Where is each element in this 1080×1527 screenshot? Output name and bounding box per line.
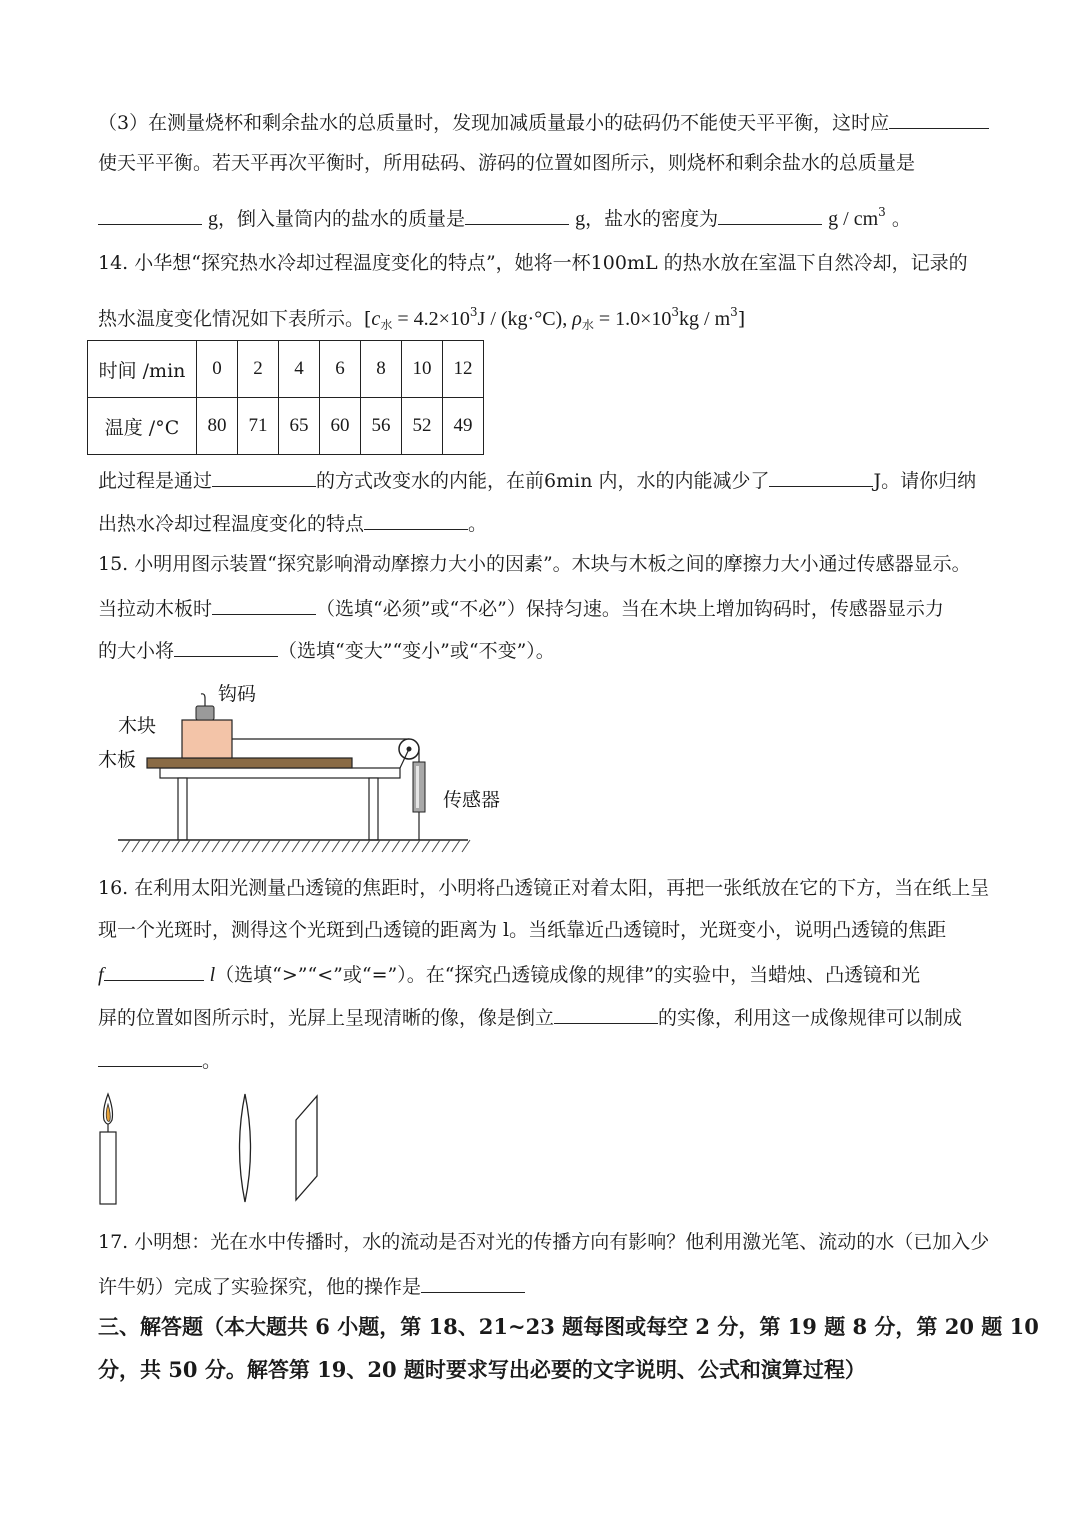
- table-cell: 0: [197, 341, 238, 398]
- table-leg: [369, 778, 378, 840]
- friction-apparatus-figure: [98, 676, 501, 856]
- table-cell: 12: [443, 341, 484, 398]
- ground-hatch: [122, 840, 470, 852]
- q15-blank-change[interactable]: [174, 636, 278, 657]
- q16-text: （选填“>”“<”或“=”）。在“探究凸透镜成像的规律”的实验中，当蜡烛、凸透镜和光: [215, 964, 921, 986]
- unit-density: g / cm: [828, 208, 879, 230]
- wooden-block: [182, 720, 232, 758]
- label-hook-weight: 钩码: [218, 683, 257, 705]
- q15-line3: [98, 636, 555, 663]
- q14-text: 的方式改变水的内能，在前6min 内，水的内能减少了: [316, 470, 770, 492]
- q16-text: 现一个光斑时，测得这个光斑到凸透镜的距离为 l。当纸靠近凸透镜时，光斑变小，说明凸透镜的焦距: [98, 919, 947, 941]
- label-board: 木板: [98, 749, 137, 771]
- row-label: 温度 /°C: [88, 398, 197, 455]
- lens-setup-figure: [92, 1090, 332, 1210]
- table-cell: 60: [320, 398, 361, 455]
- q13-text: （3）在测量烧杯和剩余盐水的总质量时，发现加减质量最小的砝码仍不能使天平平衡，这时应: [98, 112, 890, 134]
- q13-blank-density[interactable]: [718, 204, 822, 225]
- table-cell: 10: [402, 341, 443, 398]
- table-cell: 2: [238, 341, 279, 398]
- table-cell: 6: [320, 341, 361, 398]
- table-leg: [178, 778, 187, 840]
- q14-text: 14. 小华想“探究热水冷却过程温度变化的特点”，她将一杯100mL 的热水放在室温下自然冷却，记录的: [98, 252, 968, 274]
- table-cell: 49: [443, 398, 484, 455]
- unit-exponent: 3: [878, 205, 886, 219]
- q14-after-line1: [98, 466, 976, 493]
- q13-text: 使天平平衡。若天平再次平衡时，所用砝码、游码的位置如图所示，则烧杯和剩余盐水的总质量是: [98, 152, 916, 174]
- water-subscript: 水: [380, 318, 393, 332]
- q16-text: 的实像，利用这一成像规律可以制成: [658, 1007, 963, 1029]
- q14-blank-feature[interactable]: [364, 509, 468, 530]
- q15-line1: [98, 552, 971, 576]
- q16-line4: [98, 1003, 962, 1030]
- q17-text: 许牛奶）完成了实验探究，他的操作是: [98, 1276, 422, 1298]
- table-cell: 80: [197, 398, 238, 455]
- q15-blank-uniform[interactable]: [212, 594, 316, 615]
- q15-text: 15. 小明用图示装置“探究影响滑动摩擦力大小的因素”。木块与木板之间的摩擦力大小通过传感器显示。: [98, 553, 971, 575]
- section3-heading-line2: 分，共 50 分。解答第 19、20 题时要求写出必要的文字说明、公式和演算过程）: [98, 1357, 866, 1382]
- temperature-table: [87, 340, 484, 455]
- q13-blank-poured-mass[interactable]: [465, 204, 569, 225]
- c-value: = 4.2×10: [392, 308, 470, 330]
- q14-after-line2: [98, 509, 487, 536]
- q13-blank-total-mass[interactable]: [98, 204, 202, 225]
- q14-text: 热水温度变化情况如下表所示。[: [98, 308, 372, 330]
- q16-blank-compare[interactable]: [104, 960, 204, 981]
- period: 。: [468, 513, 488, 535]
- q14-text: 出热水冷却过程温度变化的特点: [98, 513, 365, 535]
- water-subscript: 水: [581, 318, 594, 332]
- q17-line1: [98, 1230, 989, 1254]
- sensor-highlight: [416, 766, 419, 808]
- unit-g: g: [208, 208, 219, 230]
- table-cell: 52: [402, 398, 443, 455]
- q16-text: 屏的位置如图所示时，光屏上呈现清晰的像，像是倒立: [98, 1007, 555, 1029]
- q15-text: （选填“变大”“变小”或“不变”）。: [278, 640, 555, 662]
- section3-heading-line1: 三、解答题（本大题共 6 小题，第 18、21~23 题每图或每空 2 分，第 19 题 8 分，第 20 题 10: [98, 1314, 1039, 1339]
- q14-line2: [98, 300, 745, 337]
- convex-lens-icon: [240, 1094, 251, 1202]
- q17-blank-procedure[interactable]: [421, 1272, 525, 1293]
- row-label: 时间 /min: [88, 341, 197, 398]
- l-symbol: l: [209, 964, 216, 986]
- q14-line1: [98, 251, 968, 275]
- q14-blank-method[interactable]: [212, 466, 316, 487]
- weight-hook: [201, 694, 205, 706]
- q16-text: 16. 在利用太阳光测量凸透镜的焦距时，小明将凸透镜正对着太阳，再把一张纸放在它的下方，当在纸上呈: [98, 877, 990, 899]
- c-symbol: c: [371, 308, 381, 330]
- q14-text: J。请你归纳: [873, 470, 977, 492]
- rho-symbol: ρ: [572, 308, 582, 330]
- light-screen-icon: [296, 1096, 317, 1200]
- table-row-time: [88, 341, 484, 398]
- q17-line2: [98, 1272, 525, 1299]
- q16-line2: [98, 918, 946, 942]
- table-top: [160, 768, 400, 778]
- exponent: 3: [730, 305, 738, 319]
- wooden-board: [147, 758, 352, 768]
- q15-text: 当拉动木板时: [98, 598, 213, 620]
- label-sensor: 传感器: [443, 789, 501, 811]
- q16-line1: [98, 876, 989, 900]
- q17-text: 17. 小明想：光在水中传播时，水的流动是否对光的传播方向有影响？他利用激光笔、流动的水（已加入少: [98, 1231, 990, 1253]
- hook-weight: [196, 706, 214, 720]
- q16-line3: [98, 960, 920, 987]
- table-cell: 71: [238, 398, 279, 455]
- table-row-temp: [88, 398, 484, 455]
- q15-line2: [98, 594, 944, 621]
- q14-text: 此过程是通过: [98, 470, 213, 492]
- q13-blank-method[interactable]: [889, 108, 989, 129]
- unit-g: g: [575, 208, 586, 230]
- q16-line5: [98, 1046, 221, 1073]
- q13-text: ，盐水的密度为: [585, 208, 719, 230]
- q15-text: 的大小将: [98, 640, 175, 662]
- rho-unit: kg / m: [679, 308, 731, 330]
- period: 。: [891, 208, 911, 230]
- table-cell: 8: [361, 341, 402, 398]
- q13-part3-line2: [98, 151, 915, 175]
- rho-value: = 1.0×10: [593, 308, 672, 330]
- table-cell: 4: [279, 341, 320, 398]
- q13-part3-line3: [98, 200, 911, 231]
- bracket: ]: [737, 308, 746, 330]
- exponent: 3: [469, 305, 478, 319]
- table-cell: 56: [361, 398, 402, 455]
- candle-icon: [100, 1094, 116, 1204]
- q13-text: ，倒入量筒内的盐水的质量是: [218, 208, 466, 230]
- period: 。: [202, 1050, 222, 1072]
- f-symbol: f: [98, 964, 104, 986]
- table-cell: 65: [279, 398, 320, 455]
- label-block: 木块: [118, 715, 157, 737]
- q15-text: （选填“必须”或“不必”）保持匀速。当在木块上增加钩码时，传感器显示力: [316, 598, 944, 620]
- q16-blank-image[interactable]: [554, 1003, 658, 1024]
- q14-blank-energy[interactable]: [769, 466, 873, 487]
- c-unit: J / (kg·°C),: [477, 308, 573, 330]
- q16-blank-device[interactable]: [98, 1046, 202, 1067]
- exponent: 3: [671, 305, 680, 319]
- q13-part3-line1: [98, 108, 989, 135]
